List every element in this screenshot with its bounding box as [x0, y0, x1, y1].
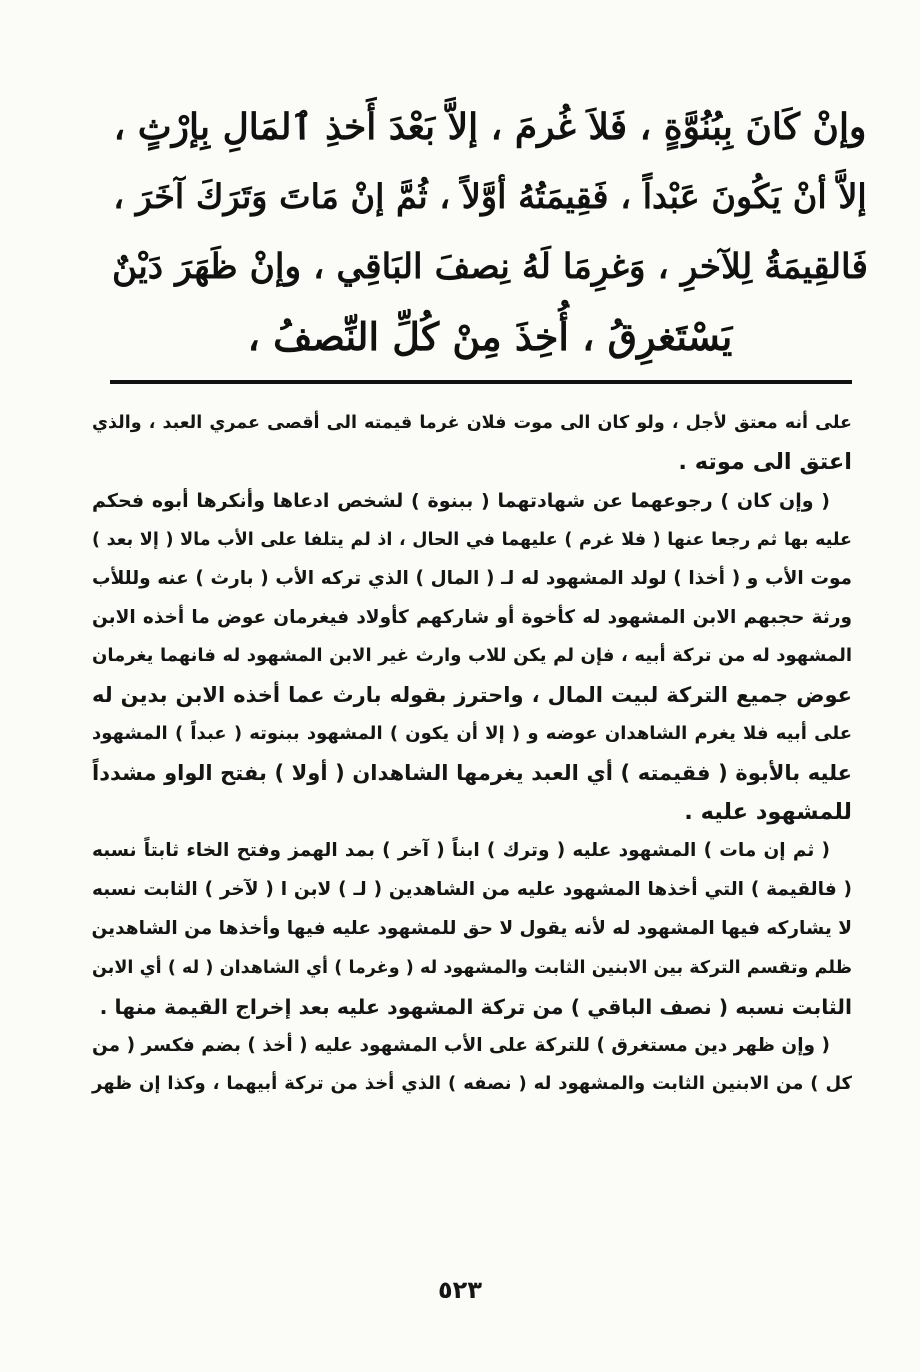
commentary-block: [92, 404, 852, 1104]
verse-line: فَالقِيمَةُ لِلآخرِ ، وَغرِمَا لَهُ نِصفَ البَاقِي ، وإنْ ظَهَرَ دَيْنٌ: [111, 247, 869, 287]
verse-block: [110, 92, 870, 372]
commentary-line: ورثة حجبهم الابن المشهود له كأخوة أو شاركهم كأولاد فيغرمان عوض ما أخذه الابن: [92, 606, 852, 628]
commentary-line: الثابت نسبه ( نصف الباقي ) من تركة المشهود عليه بعد إخراج القيمة منها .: [99, 994, 852, 1019]
commentary-line: ( وإن كان ) رجوعهما عن شهادتهما ( ببنوة ) لشخص ادعاها وأنكرها أبوه فحكم: [92, 489, 830, 512]
commentary-line: على أبيه فلا يغرم الشاهدان عوضه و ( إلا أن يكون ) المشهود ببنوته ( عبداً ) المشهود: [92, 723, 852, 745]
section-divider: [110, 380, 852, 384]
commentary-line: ظلم وتقسم التركة بين الابنين الثابت والمشهود له ( وغرما ) أي الشاهدان ( له ) أي الابن: [92, 957, 852, 978]
commentary-line: ( فالقيمة ) التي أخذها المشهود عليه من الشاهدين ( لـ ) لابن ا ( لآخر ) الثابت نسبه: [92, 878, 852, 900]
commentary-paragraph: [92, 832, 852, 1027]
commentary-line: للمشهود عليه .: [684, 799, 852, 826]
verse-line: إلاَّ أنْ يَكُونَ عَبْداً ، فَقِيمَتُهُ أوَّلاً ، ثُمَّ إنْ مَاتَ وَتَرَكَ آخَرَ ،: [113, 177, 867, 216]
commentary-line: لا يشاركه فيها المشهود له لأنه يقول لا حق للمشهود عليه فيها وأخذها من الشاهدين: [91, 917, 852, 939]
commentary-line: على أنه معتق لأجل ، ولو كان الى موت فلان غرما قيمته الى أقصى عمري العبد ، والذي: [92, 413, 852, 433]
commentary-line: اعتق الى موته .: [678, 448, 852, 475]
commentary-line: عوض جميع التركة لبيت المال ، واحترز بقوله بارث عما أخذه الابن بدين له: [92, 683, 852, 708]
commentary-paragraph: [92, 1027, 852, 1105]
verse-line: وإنْ كَانَ بِبُنُوَّةٍ ، فَلاَ غُرمَ ، إلاَّ بَعْدَ أَخذِ ٱلمَالِ بِإرْثٍ ،: [113, 106, 867, 148]
commentary-line: ( ثم إن مات ) المشهود عليه ( وترك ) ابناً ( آخر ) بمد الهمز وفتح الخاء ثابتاً نسبه: [92, 839, 830, 861]
verse-line: يَسْتَغرِقُ ، أُخِذَ مِنْ كُلِّ النِّصفُ ،: [247, 314, 733, 359]
commentary-line: المشهود له من تركة أبيه ، فإن لم يكن للاب وارث غير الابن المشهود له فانهما يغرمان: [92, 645, 852, 667]
commentary-line: كل ) من الابنين الثابت والمشهود له ( نصفه ) الذي أخذ من تركة أبيهما ، وكذا إن ظهر: [92, 1073, 852, 1095]
page-number: ٥٢٣: [438, 1276, 482, 1304]
commentary-paragraph: [92, 404, 852, 482]
commentary-line: عليه بالأبوة ( فقيمته ) أي العبد يغرمها الشاهدان ( أولا ) بفتح الواو مشدداً: [92, 761, 852, 786]
commentary-line: ( وإن ظهر دين مستغرق ) للتركة على الأب المشهود عليه ( أخذ ) بضم فكسر ( من: [92, 1034, 830, 1056]
commentary-line: موت الأب و ( أخذا ) لولد المشهود له لـ ( المال ) الذي تركه الأب ( بارث ) عنه ولللأب: [92, 567, 852, 589]
commentary-paragraph: [92, 482, 852, 832]
commentary-line: عليه بها ثم رجعا عنها ( فلا غرم ) عليهما في الحال ، اذ لم يتلفا على الأب مالا ( إلا بعد ): [92, 529, 852, 550]
